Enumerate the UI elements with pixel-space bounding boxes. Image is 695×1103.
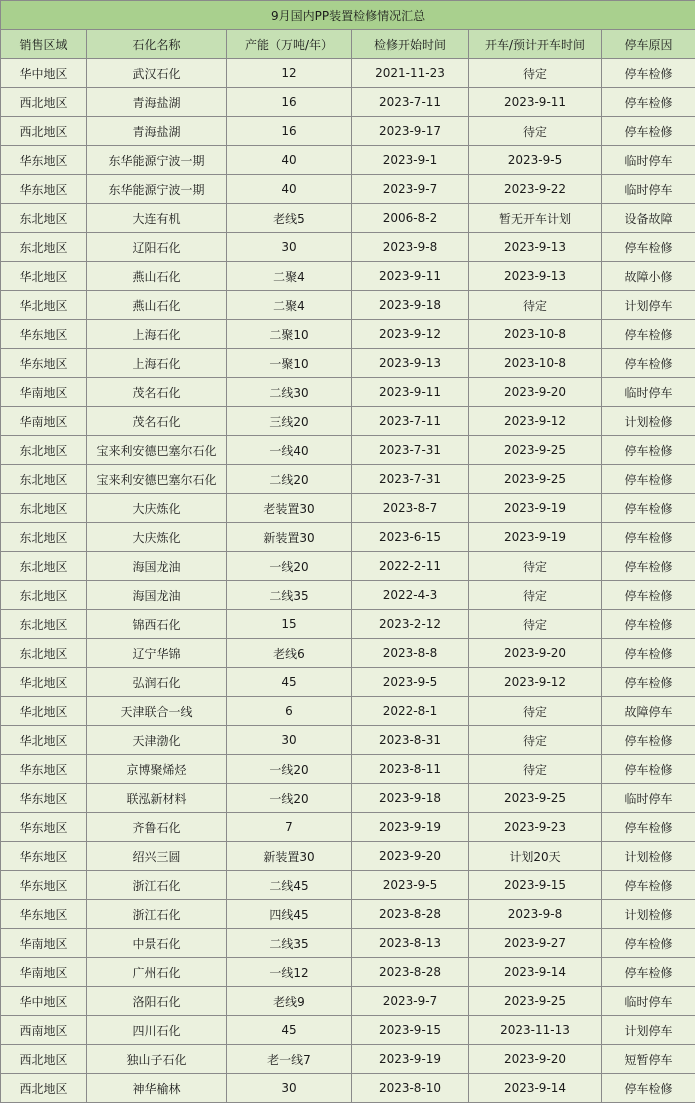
cell-capacity: 40: [227, 175, 352, 204]
cell-start-time: 2006-8-2: [352, 204, 469, 233]
cell-restart-time: 暂无开车计划: [469, 204, 602, 233]
table-row: [1, 494, 695, 523]
cell-start-time: 2023-9-5: [352, 871, 469, 900]
cell-restart-time: 待定: [469, 291, 602, 320]
header-stop-reason: 停车原因: [602, 30, 695, 59]
cell-capacity: 二线35: [227, 581, 352, 610]
cell-restart-time: 2023-9-22: [469, 175, 602, 204]
cell-restart-time: 待定: [469, 755, 602, 784]
cell-restart-time: 2023-9-12: [469, 407, 602, 436]
header-capacity: 产能（万吨/年）: [227, 30, 352, 59]
cell-region: 华南地区: [1, 929, 87, 958]
cell-restart-time: 2023-9-5: [469, 146, 602, 175]
cell-start-time: 2023-9-11: [352, 378, 469, 407]
cell-region: 华东地区: [1, 900, 87, 929]
cell-capacity: 30: [227, 1074, 352, 1103]
table-row: [1, 59, 695, 88]
table-row: [1, 349, 695, 378]
cell-start-time: 2023-9-18: [352, 291, 469, 320]
table-row: [1, 697, 695, 726]
cell-region: 华中地区: [1, 59, 87, 88]
cell-region: 华东地区: [1, 349, 87, 378]
cell-capacity: 三线20: [227, 407, 352, 436]
cell-restart-time: 2023-9-23: [469, 813, 602, 842]
table-row: [1, 668, 695, 697]
cell-start-time: 2023-8-28: [352, 900, 469, 929]
cell-region: 东北地区: [1, 494, 87, 523]
cell-start-time: 2022-2-11: [352, 552, 469, 581]
cell-restart-time: 2023-9-20: [469, 378, 602, 407]
cell-plant-name: 天津渤化: [87, 726, 227, 755]
cell-capacity: 一线20: [227, 784, 352, 813]
cell-capacity: 一线20: [227, 755, 352, 784]
cell-plant-name: 锦西石化: [87, 610, 227, 639]
cell-capacity: 16: [227, 117, 352, 146]
cell-region: 东北地区: [1, 465, 87, 494]
table-row: [1, 755, 695, 784]
cell-stop-reason: 停车检修: [602, 610, 695, 639]
cell-stop-reason: 停车检修: [602, 581, 695, 610]
cell-region: 华南地区: [1, 958, 87, 987]
cell-plant-name: 海国龙油: [87, 552, 227, 581]
cell-restart-time: 待定: [469, 117, 602, 146]
cell-region: 华东地区: [1, 146, 87, 175]
table-row: [1, 88, 695, 117]
cell-restart-time: 待定: [469, 726, 602, 755]
table-row: [1, 987, 695, 1016]
cell-region: 华东地区: [1, 320, 87, 349]
cell-plant-name: 洛阳石化: [87, 987, 227, 1016]
cell-restart-time: 2023-9-12: [469, 668, 602, 697]
header-row: [1, 30, 695, 59]
cell-start-time: 2023-7-31: [352, 436, 469, 465]
table-row: [1, 929, 695, 958]
cell-start-time: 2023-9-13: [352, 349, 469, 378]
table-row: [1, 900, 695, 929]
cell-start-time: 2023-9-11: [352, 262, 469, 291]
cell-restart-time: 2023-9-27: [469, 929, 602, 958]
cell-region: 华北地区: [1, 262, 87, 291]
cell-capacity: 二线45: [227, 871, 352, 900]
cell-region: 华北地区: [1, 291, 87, 320]
table-row: [1, 146, 695, 175]
cell-start-time: 2023-9-7: [352, 987, 469, 1016]
cell-stop-reason: 停车检修: [602, 1074, 695, 1103]
cell-stop-reason: 停车检修: [602, 871, 695, 900]
cell-stop-reason: 停车检修: [602, 349, 695, 378]
cell-plant-name: 茂名石化: [87, 407, 227, 436]
cell-start-time: 2022-4-3: [352, 581, 469, 610]
cell-restart-time: 待定: [469, 610, 602, 639]
cell-restart-time: 2023-9-14: [469, 1074, 602, 1103]
cell-start-time: 2023-2-12: [352, 610, 469, 639]
cell-restart-time: 2023-9-19: [469, 494, 602, 523]
cell-region: 华东地区: [1, 175, 87, 204]
cell-stop-reason: 停车检修: [602, 233, 695, 262]
cell-plant-name: 宝来利安德巴塞尔石化: [87, 465, 227, 494]
header-region: 销售区域: [1, 30, 87, 59]
cell-plant-name: 大庆炼化: [87, 494, 227, 523]
cell-region: 西北地区: [1, 1045, 87, 1074]
table-row: [1, 581, 695, 610]
cell-capacity: 新装置30: [227, 842, 352, 871]
cell-restart-time: 待定: [469, 581, 602, 610]
cell-stop-reason: 计划检修: [602, 842, 695, 871]
cell-stop-reason: 停车检修: [602, 523, 695, 552]
cell-region: 西南地区: [1, 1016, 87, 1045]
table-row: [1, 117, 695, 146]
table-body: [1, 59, 695, 1103]
cell-start-time: 2023-9-15: [352, 1016, 469, 1045]
cell-stop-reason: 停车检修: [602, 59, 695, 88]
cell-capacity: 30: [227, 726, 352, 755]
cell-stop-reason: 设备故障: [602, 204, 695, 233]
cell-capacity: 一线20: [227, 552, 352, 581]
cell-region: 华南地区: [1, 378, 87, 407]
cell-plant-name: 辽阳石化: [87, 233, 227, 262]
cell-plant-name: 神华榆林: [87, 1074, 227, 1103]
cell-region: 华东地区: [1, 813, 87, 842]
cell-restart-time: 2023-9-25: [469, 465, 602, 494]
cell-start-time: 2023-9-19: [352, 1045, 469, 1074]
cell-region: 华北地区: [1, 668, 87, 697]
cell-stop-reason: 计划检修: [602, 407, 695, 436]
cell-restart-time: 2023-9-20: [469, 639, 602, 668]
cell-capacity: 30: [227, 233, 352, 262]
cell-region: 东北地区: [1, 204, 87, 233]
cell-restart-time: 2023-9-25: [469, 436, 602, 465]
cell-capacity: 二线30: [227, 378, 352, 407]
cell-restart-time: 2023-9-15: [469, 871, 602, 900]
cell-region: 华东地区: [1, 755, 87, 784]
cell-restart-time: 2023-10-8: [469, 320, 602, 349]
cell-plant-name: 天津联合一线: [87, 697, 227, 726]
cell-plant-name: 绍兴三圆: [87, 842, 227, 871]
table-row: [1, 610, 695, 639]
table-row: [1, 784, 695, 813]
cell-plant-name: 浙江石化: [87, 871, 227, 900]
cell-start-time: 2023-8-10: [352, 1074, 469, 1103]
cell-stop-reason: 临时停车: [602, 146, 695, 175]
cell-region: 东北地区: [1, 523, 87, 552]
cell-start-time: 2023-9-7: [352, 175, 469, 204]
cell-restart-time: 2023-9-20: [469, 1045, 602, 1074]
cell-region: 华北地区: [1, 697, 87, 726]
cell-stop-reason: 停车检修: [602, 494, 695, 523]
table-row: [1, 204, 695, 233]
cell-start-time: 2021-11-23: [352, 59, 469, 88]
cell-region: 华东地区: [1, 842, 87, 871]
cell-restart-time: 待定: [469, 697, 602, 726]
cell-stop-reason: 故障小修: [602, 262, 695, 291]
cell-plant-name: 东华能源宁波一期: [87, 175, 227, 204]
table-row: [1, 726, 695, 755]
cell-region: 华中地区: [1, 987, 87, 1016]
cell-start-time: 2023-9-8: [352, 233, 469, 262]
cell-plant-name: 广州石化: [87, 958, 227, 987]
cell-start-time: 2023-9-17: [352, 117, 469, 146]
cell-restart-time: 待定: [469, 552, 602, 581]
cell-capacity: 二聚4: [227, 262, 352, 291]
cell-restart-time: 2023-9-11: [469, 88, 602, 117]
cell-restart-time: 2023-9-14: [469, 958, 602, 987]
table-row: [1, 175, 695, 204]
cell-plant-name: 四川石化: [87, 1016, 227, 1045]
cell-plant-name: 东华能源宁波一期: [87, 146, 227, 175]
table-row: [1, 639, 695, 668]
cell-region: 东北地区: [1, 436, 87, 465]
cell-stop-reason: 停车检修: [602, 726, 695, 755]
cell-stop-reason: 临时停车: [602, 784, 695, 813]
cell-region: 西北地区: [1, 117, 87, 146]
cell-start-time: 2023-9-19: [352, 813, 469, 842]
table-row: [1, 465, 695, 494]
cell-capacity: 老线9: [227, 987, 352, 1016]
cell-region: 东北地区: [1, 552, 87, 581]
cell-restart-time: 2023-9-8: [469, 900, 602, 929]
cell-start-time: 2023-7-11: [352, 407, 469, 436]
cell-restart-time: 计划20天: [469, 842, 602, 871]
cell-capacity: 老线5: [227, 204, 352, 233]
table-row: [1, 262, 695, 291]
cell-restart-time: 2023-10-8: [469, 349, 602, 378]
cell-restart-time: 2023-11-13: [469, 1016, 602, 1045]
cell-plant-name: 辽宁华锦: [87, 639, 227, 668]
cell-capacity: 二聚10: [227, 320, 352, 349]
cell-stop-reason: 停车检修: [602, 117, 695, 146]
cell-plant-name: 独山子石化: [87, 1045, 227, 1074]
cell-start-time: 2023-9-12: [352, 320, 469, 349]
cell-plant-name: 茂名石化: [87, 378, 227, 407]
cell-capacity: 新装置30: [227, 523, 352, 552]
cell-region: 华北地区: [1, 726, 87, 755]
cell-start-time: 2023-8-31: [352, 726, 469, 755]
cell-stop-reason: 停车检修: [602, 436, 695, 465]
cell-stop-reason: 临时停车: [602, 987, 695, 1016]
cell-stop-reason: 停车检修: [602, 813, 695, 842]
cell-capacity: 一聚10: [227, 349, 352, 378]
cell-plant-name: 宝来利安德巴塞尔石化: [87, 436, 227, 465]
cell-region: 东北地区: [1, 233, 87, 262]
cell-capacity: 15: [227, 610, 352, 639]
cell-region: 东北地区: [1, 639, 87, 668]
cell-capacity: 16: [227, 88, 352, 117]
cell-capacity: 老装置30: [227, 494, 352, 523]
cell-plant-name: 中景石化: [87, 929, 227, 958]
cell-restart-time: 待定: [469, 59, 602, 88]
table-row: [1, 958, 695, 987]
cell-start-time: 2023-9-18: [352, 784, 469, 813]
cell-stop-reason: 临时停车: [602, 378, 695, 407]
cell-capacity: 老线6: [227, 639, 352, 668]
cell-plant-name: 燕山石化: [87, 262, 227, 291]
cell-start-time: 2023-8-8: [352, 639, 469, 668]
cell-region: 华东地区: [1, 871, 87, 900]
cell-capacity: 40: [227, 146, 352, 175]
table-row: [1, 320, 695, 349]
cell-capacity: 一线12: [227, 958, 352, 987]
cell-stop-reason: 停车检修: [602, 755, 695, 784]
cell-region: 西北地区: [1, 88, 87, 117]
table-row: [1, 378, 695, 407]
cell-start-time: 2023-8-7: [352, 494, 469, 523]
cell-region: 东北地区: [1, 581, 87, 610]
cell-capacity: 二聚4: [227, 291, 352, 320]
table-row: [1, 407, 695, 436]
cell-plant-name: 联泓新材料: [87, 784, 227, 813]
cell-stop-reason: 停车检修: [602, 320, 695, 349]
cell-stop-reason: 停车检修: [602, 929, 695, 958]
table-row: [1, 291, 695, 320]
cell-start-time: 2023-9-5: [352, 668, 469, 697]
table-row: [1, 233, 695, 262]
cell-capacity: 6: [227, 697, 352, 726]
cell-stop-reason: 故障停车: [602, 697, 695, 726]
cell-stop-reason: 停车检修: [602, 88, 695, 117]
cell-restart-time: 2023-9-25: [469, 784, 602, 813]
cell-plant-name: 燕山石化: [87, 291, 227, 320]
cell-plant-name: 武汉石化: [87, 59, 227, 88]
cell-region: 东北地区: [1, 610, 87, 639]
cell-start-time: 2023-7-11: [352, 88, 469, 117]
table-row: [1, 523, 695, 552]
cell-stop-reason: 停车检修: [602, 465, 695, 494]
cell-stop-reason: 计划停车: [602, 1016, 695, 1045]
table-row: [1, 1045, 695, 1074]
table-row: [1, 552, 695, 581]
cell-plant-name: 齐鲁石化: [87, 813, 227, 842]
cell-capacity: 一线40: [227, 436, 352, 465]
cell-start-time: 2022-8-1: [352, 697, 469, 726]
cell-restart-time: 2023-9-13: [469, 262, 602, 291]
cell-restart-time: 2023-9-19: [469, 523, 602, 552]
cell-plant-name: 大连有机: [87, 204, 227, 233]
cell-plant-name: 上海石化: [87, 320, 227, 349]
cell-capacity: 45: [227, 1016, 352, 1045]
header-restart-time: 开车/预计开车时间: [469, 30, 602, 59]
cell-start-time: 2023-8-11: [352, 755, 469, 784]
cell-stop-reason: 计划停车: [602, 291, 695, 320]
cell-capacity: 45: [227, 668, 352, 697]
cell-start-time: 2023-8-28: [352, 958, 469, 987]
cell-region: 西北地区: [1, 1074, 87, 1103]
cell-stop-reason: 停车检修: [602, 552, 695, 581]
table-row: [1, 813, 695, 842]
header-start-time: 检修开始时间: [352, 30, 469, 59]
cell-plant-name: 青海盐湖: [87, 88, 227, 117]
cell-restart-time: 2023-9-13: [469, 233, 602, 262]
table-row: [1, 1016, 695, 1045]
cell-plant-name: 海国龙油: [87, 581, 227, 610]
cell-capacity: 老一线7: [227, 1045, 352, 1074]
cell-capacity: 12: [227, 59, 352, 88]
cell-start-time: 2023-8-13: [352, 929, 469, 958]
cell-start-time: 2023-7-31: [352, 465, 469, 494]
cell-start-time: 2023-9-20: [352, 842, 469, 871]
cell-restart-time: 2023-9-25: [469, 987, 602, 1016]
table-row: [1, 1074, 695, 1103]
cell-capacity: 二线35: [227, 929, 352, 958]
cell-stop-reason: 临时停车: [602, 175, 695, 204]
cell-plant-name: 京博聚烯烃: [87, 755, 227, 784]
header-plant-name: 石化名称: [87, 30, 227, 59]
cell-plant-name: 青海盐湖: [87, 117, 227, 146]
cell-stop-reason: 短暂停车: [602, 1045, 695, 1074]
cell-stop-reason: 停车检修: [602, 639, 695, 668]
table-row: [1, 842, 695, 871]
cell-plant-name: 上海石化: [87, 349, 227, 378]
cell-stop-reason: 停车检修: [602, 958, 695, 987]
table-row: [1, 436, 695, 465]
cell-start-time: 2023-9-1: [352, 146, 469, 175]
cell-stop-reason: 计划检修: [602, 900, 695, 929]
cell-plant-name: 弘润石化: [87, 668, 227, 697]
cell-capacity: 二线20: [227, 465, 352, 494]
cell-stop-reason: 停车检修: [602, 668, 695, 697]
cell-capacity: 7: [227, 813, 352, 842]
cell-start-time: 2023-6-15: [352, 523, 469, 552]
cell-plant-name: 大庆炼化: [87, 523, 227, 552]
table-row: [1, 871, 695, 900]
cell-plant-name: 浙江石化: [87, 900, 227, 929]
cell-capacity: 四线45: [227, 900, 352, 929]
table-title: 9月国内PP装置检修情况汇总: [1, 1, 695, 30]
cell-region: 华东地区: [1, 784, 87, 813]
cell-region: 华南地区: [1, 407, 87, 436]
